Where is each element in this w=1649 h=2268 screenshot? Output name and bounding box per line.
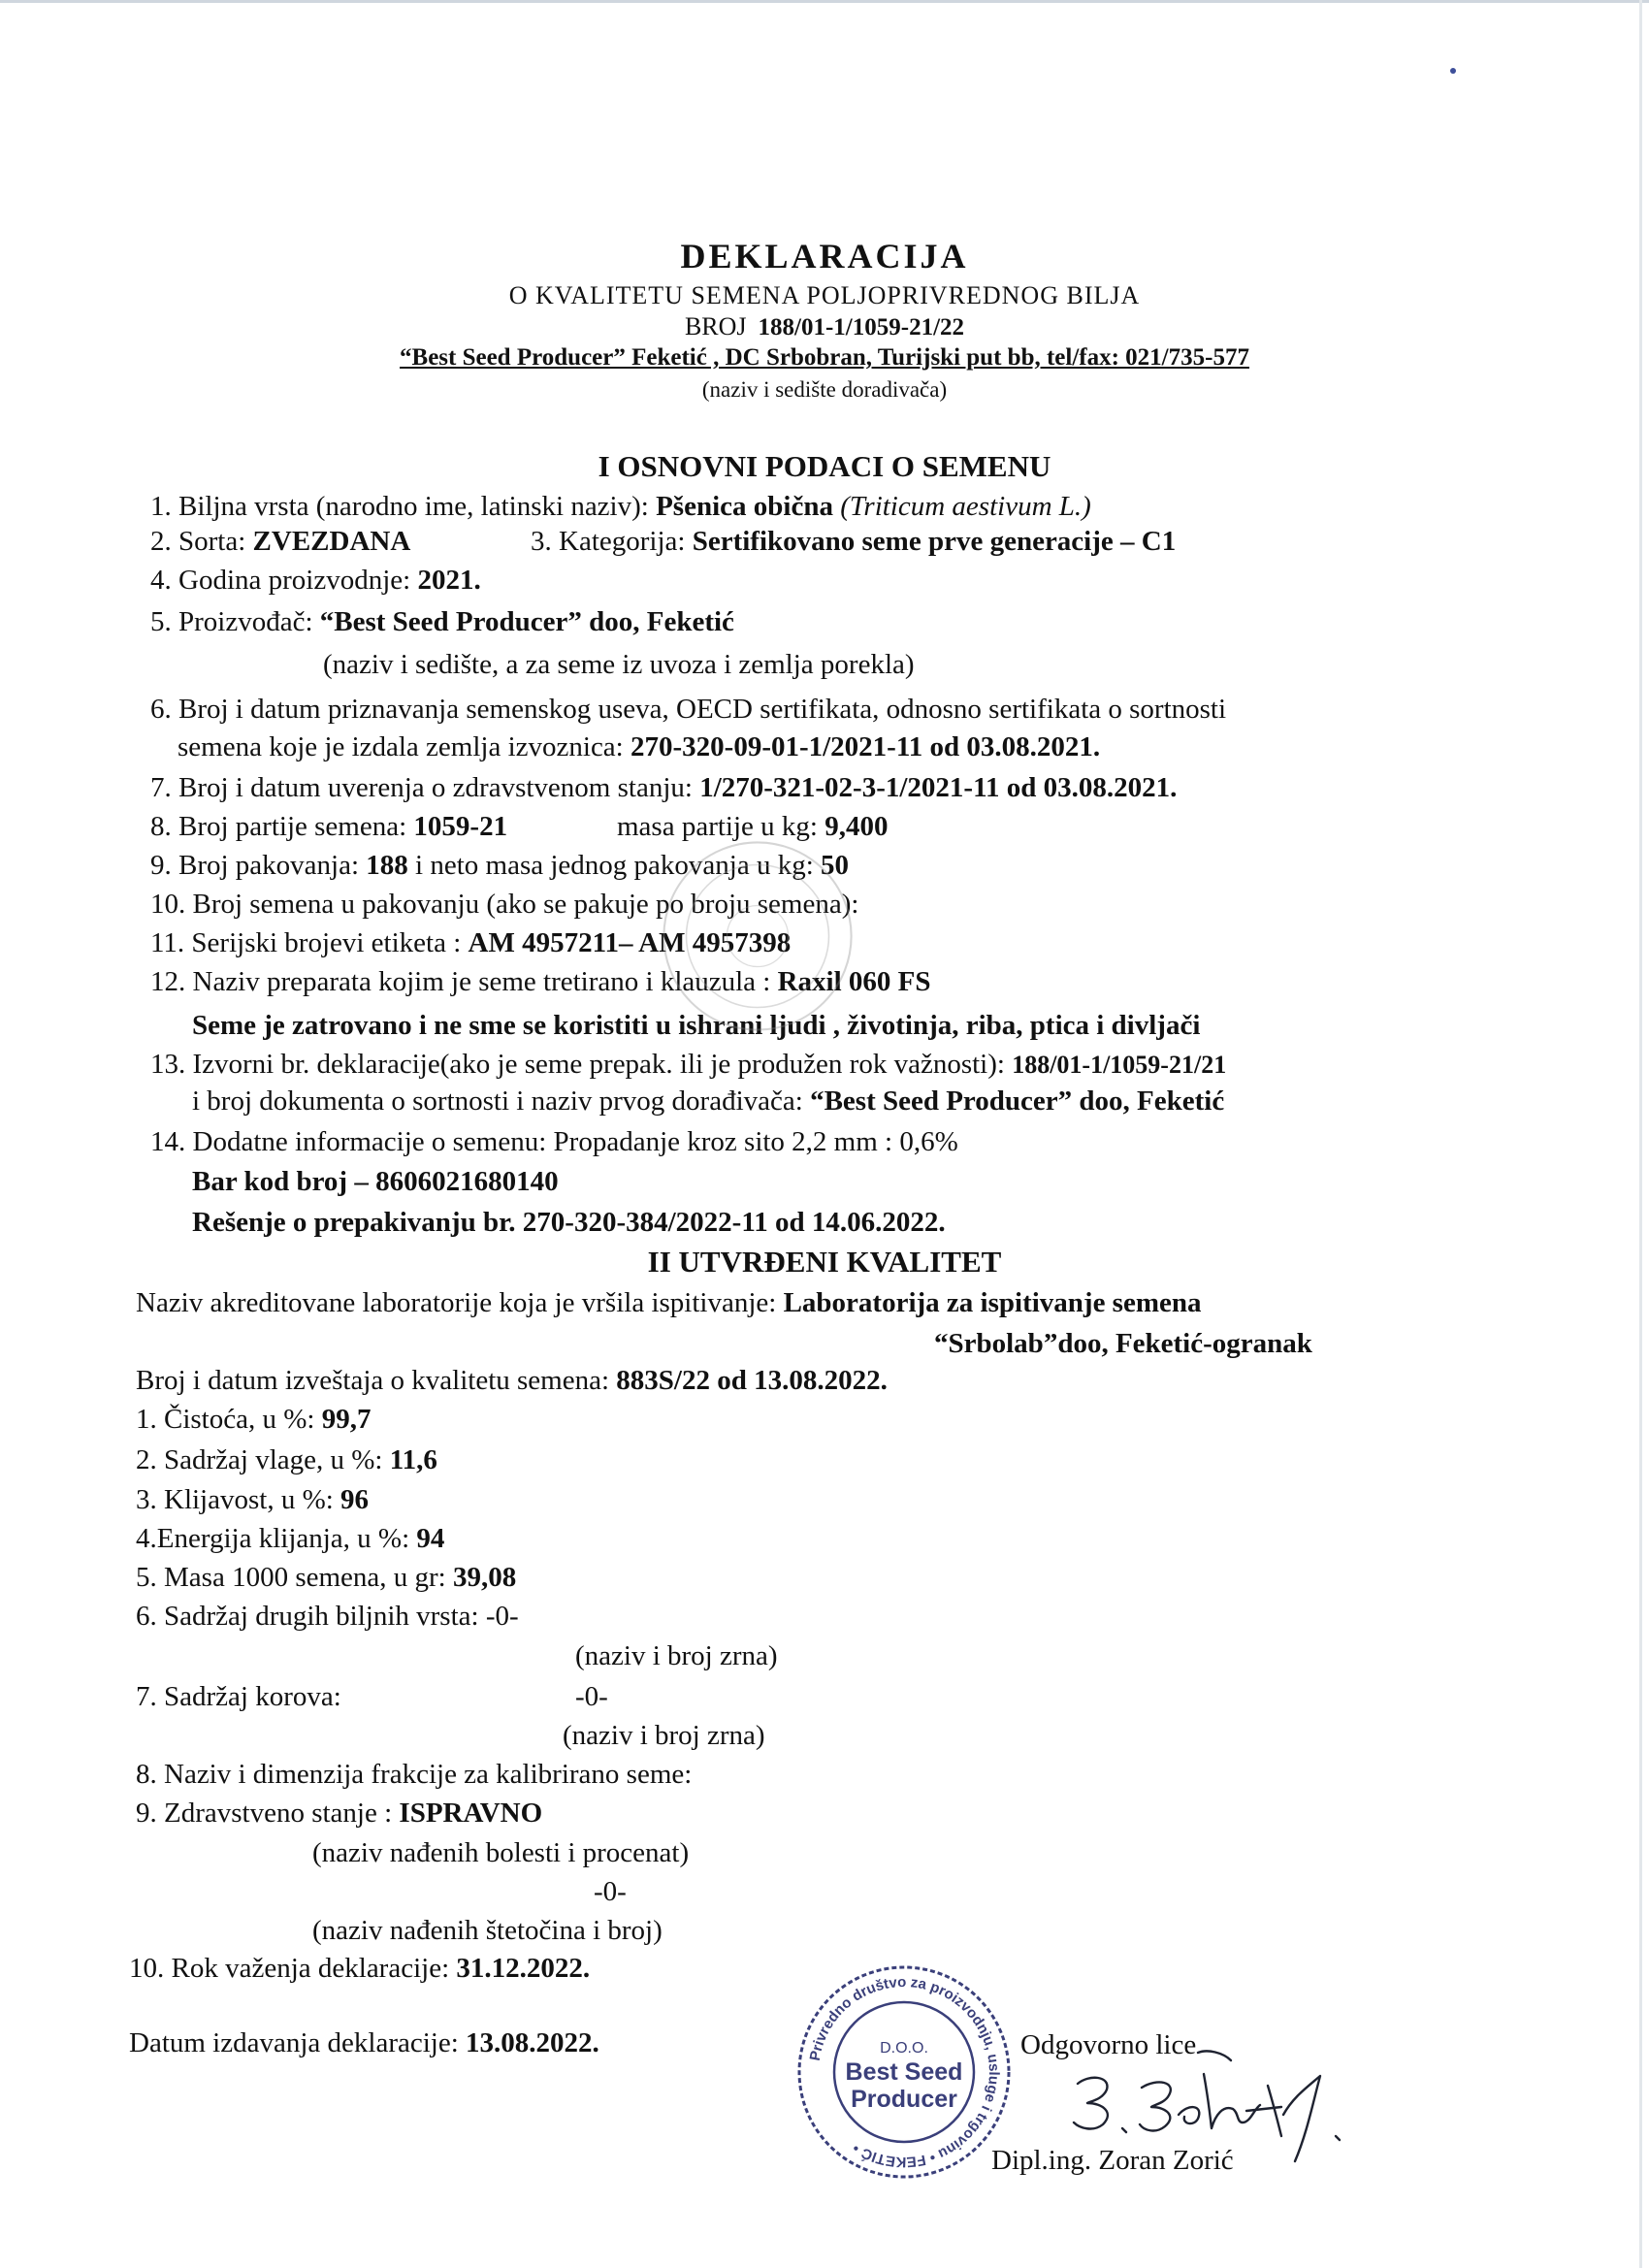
lab-value-2: “Srbolab”doo, Feketić-ogranak <box>934 1328 1312 1359</box>
signature <box>1052 2047 1353 2163</box>
processor-line: “Best Seed Producer” Feketić , DC Srbobran, Turijski put bb, tel/fax: 021/735-577 <box>400 344 1249 371</box>
lab-line: Naziv akreditovane laboratorije koja je vršila ispitivanje: Laboratorija za ispitivanje semena <box>136 1287 1202 1318</box>
company-stamp <box>792 1960 1017 2185</box>
item-11: 11. Serijski brojevi etiketa : AM 4957211– AM 4957398 <box>150 927 792 958</box>
faint-seal-impression <box>656 834 859 1038</box>
item-2: 2. Sorta: ZVEZDANA <box>150 526 411 557</box>
quality-6-hint: (naziv i broj zrna) <box>575 1640 778 1671</box>
broj-value: 188/01-1/1059-21/22 <box>758 314 965 340</box>
health-status-value: ISPRAVNO <box>399 1798 543 1829</box>
moisture-value: 11,6 <box>389 1444 437 1475</box>
diseases-hint: (naziv nađenih bolesti i procenat) <box>312 1837 690 1868</box>
item-2-value: ZVEZDANA <box>252 526 411 557</box>
section-2-heading: II UTVRĐENI KVALITET <box>647 1245 1002 1279</box>
responsible-person-label: Odgovorno lice <box>1020 2029 1197 2060</box>
validity-date: 31.12.2022. <box>456 1953 591 1984</box>
item-8-value: 1059-21 <box>413 811 508 842</box>
item-13-value: 188/01-1/1059-21/21 <box>1012 1051 1227 1079</box>
declaration-number <box>0 312 1649 341</box>
quality-10: 10. Rok važenja deklaracije: 31.12.2022. <box>129 1953 591 1984</box>
stamp-line-1: D.O.O. <box>880 2040 928 2057</box>
report-line: Broj i datum izveštaja o kvalitetu semena: 883S/22 od 13.08.2022. <box>136 1365 888 1396</box>
item-10: 10. Broj semena u pakovanju (ako se pakuje po broju semena): <box>150 889 859 920</box>
thousand-seed-mass-value: 39,08 <box>453 1562 517 1593</box>
scan-top-edge <box>0 0 1649 3</box>
item-12-value: Raxil 060 FS <box>777 966 931 997</box>
item-6-line2: semena koje je izdala zemlja izvoznica: 270-320-09-01-1/2021-11 od 03.08.2021. <box>178 731 1101 762</box>
item-4: 4. Godina proizvodnje: 2021. <box>150 565 481 596</box>
item-13: 13. Izvorni br. deklaracije(ako je seme prepak. ili je produžen rok važnosti): 188/01-1/1059-21/21 <box>150 1049 1227 1080</box>
item-5: 5. Proizvođač: “Best Seed Producer” doo, Feketić <box>150 606 734 637</box>
quality-8: 8. Naziv i dimenzija frakcije za kalibrirano seme: <box>136 1759 693 1790</box>
document-subtitle: O KVALITETU SEMENA POLJOPRIVREDNOG BILJA <box>508 281 1141 309</box>
item-13-line2: i broj dokumenta o sortnosti i naziv prvog dorađivača: “Best Seed Producer” doo, Feketić <box>192 1085 1225 1117</box>
report-value: 883S/22 od 13.08.2022. <box>616 1365 888 1396</box>
item-12-clause: Seme je zatrovano i ne sme se koristiti u ishrani ljudi , životinja, riba, ptica i divljači <box>192 1010 1201 1041</box>
item-8-mass: masa partije u kg: 9,400 <box>617 811 889 842</box>
quality-7: 7. Sadržaj korova: <box>136 1681 341 1712</box>
item-3-value: Sertifikovano seme prve generacije – C1 <box>692 526 1177 557</box>
item-6-line1: 6. Broj i datum priznavanja semenskog useva, OECD sertifikata, odnosno sertifikata o sortnosti <box>150 694 1227 725</box>
item-1-value: Pšenica obična <box>656 491 841 522</box>
stamp-line-2: Best Seed <box>845 2058 963 2086</box>
quality-9: 9. Zdravstveno stanje : ISPRAVNO <box>136 1798 543 1829</box>
barcode-line: Bar kod broj – 8606021680140 <box>192 1166 559 1197</box>
item-7: 7. Broj i datum uverenja o zdravstvenom stanju: 1/270-321-02-3-1/2021-11 od 03.08.2021. <box>150 772 1178 803</box>
item-9-value: 188 <box>366 850 408 881</box>
quality-6: 6. Sadržaj drugih biljnih vrsta: -0- <box>136 1601 519 1632</box>
germination-value: 96 <box>340 1484 370 1515</box>
quality-1: 1. Čistoća, u %: 99,7 <box>136 1404 372 1435</box>
item-8: 8. Broj partije semena: 1059-21 <box>150 811 508 842</box>
item-7-value: 1/270-321-02-3-1/2021-11 od 03.08.2021. <box>699 772 1178 803</box>
item-8-mass-value: 9,400 <box>824 811 889 842</box>
other-species-value: -0- <box>485 1601 519 1632</box>
item-9-net-value: 50 <box>821 850 850 881</box>
stamp-ring-text: Privredno društvo za proizvodnju, usluge i trgovinu • FEKETIĆ • <box>806 1973 1003 2171</box>
document-title: DEKLARACIJA <box>680 237 969 275</box>
item-12: 12. Naziv preparata kojim je seme tretirano i klauzula : Raxil 060 FS <box>150 966 931 997</box>
item-1-latin: (Triticum aestivum L.) <box>840 491 1091 522</box>
issue-date-line: Datum izdavanja deklaracije: 13.08.2022. <box>129 2027 599 2058</box>
item-3: 3. Kategorija: Sertifikovano seme prve generacije – C1 <box>531 526 1177 557</box>
ink-dot <box>1450 68 1456 74</box>
stamp-line-3: Producer <box>851 2086 957 2113</box>
quality-5: 5. Masa 1000 semena, u gr: 39,08 <box>136 1562 517 1593</box>
section-1-heading: I OSNOVNI PODACI O SEMENU <box>598 449 1051 483</box>
item-5-hint: (naziv i sedište, a za seme iz uvoza i zemlja porekla) <box>323 649 915 680</box>
processor-hint: (naziv i sedište doradivača) <box>701 377 948 402</box>
item-13-value2: “Best Seed Producer” doo, Feketić <box>810 1085 1225 1117</box>
lab-value: Laboratorija za ispitivanje semena <box>783 1287 1202 1318</box>
broj-label: BROJ <box>684 312 747 340</box>
item-4-value: 2021. <box>417 565 481 596</box>
item-14: 14. Dodatne informacije o semenu: Propadanje kroz sito 2,2 mm : 0,6% <box>150 1126 958 1157</box>
repack-decision: Rešenje o prepakivanju br. 270-320-384/2022-11 od 14.06.2022. <box>192 1207 946 1238</box>
quality-3: 3. Klijavost, u %: 96 <box>136 1484 370 1515</box>
item-1: 1. Biljna vrsta (narodno ime, latinski naziv): Pšenica obična (Triticum aestivum L.) <box>150 491 1091 522</box>
purity-value: 99,7 <box>321 1404 372 1435</box>
weeds-value: -0- <box>575 1681 608 1712</box>
item-6-value: 270-320-09-01-1/2021-11 od 03.08.2021. <box>630 731 1101 762</box>
germination-energy-value: 94 <box>416 1523 445 1554</box>
quality-2: 2. Sadržaj vlage, u %: 11,6 <box>136 1444 437 1475</box>
quality-7-hint: (naziv i broj zrna) <box>563 1720 765 1751</box>
pests-value: -0- <box>594 1876 627 1907</box>
quality-4: 4.Energija klijanja, u %: 94 <box>136 1523 445 1554</box>
pests-hint: (naziv nađenih štetočina i broj) <box>312 1915 663 1946</box>
item-5-value: “Best Seed Producer” doo, Feketić <box>319 606 734 637</box>
item-11-value: AM 4957211– AM 4957398 <box>468 927 792 958</box>
issue-date-value: 13.08.2022. <box>466 2027 599 2058</box>
responsible-person-name: Dipl.ing. Zoran Zorić <box>991 2145 1234 2176</box>
item-9: 9. Broj pakovanja: 188 i neto masa jednog pakovanja u kg: 50 <box>150 850 850 881</box>
